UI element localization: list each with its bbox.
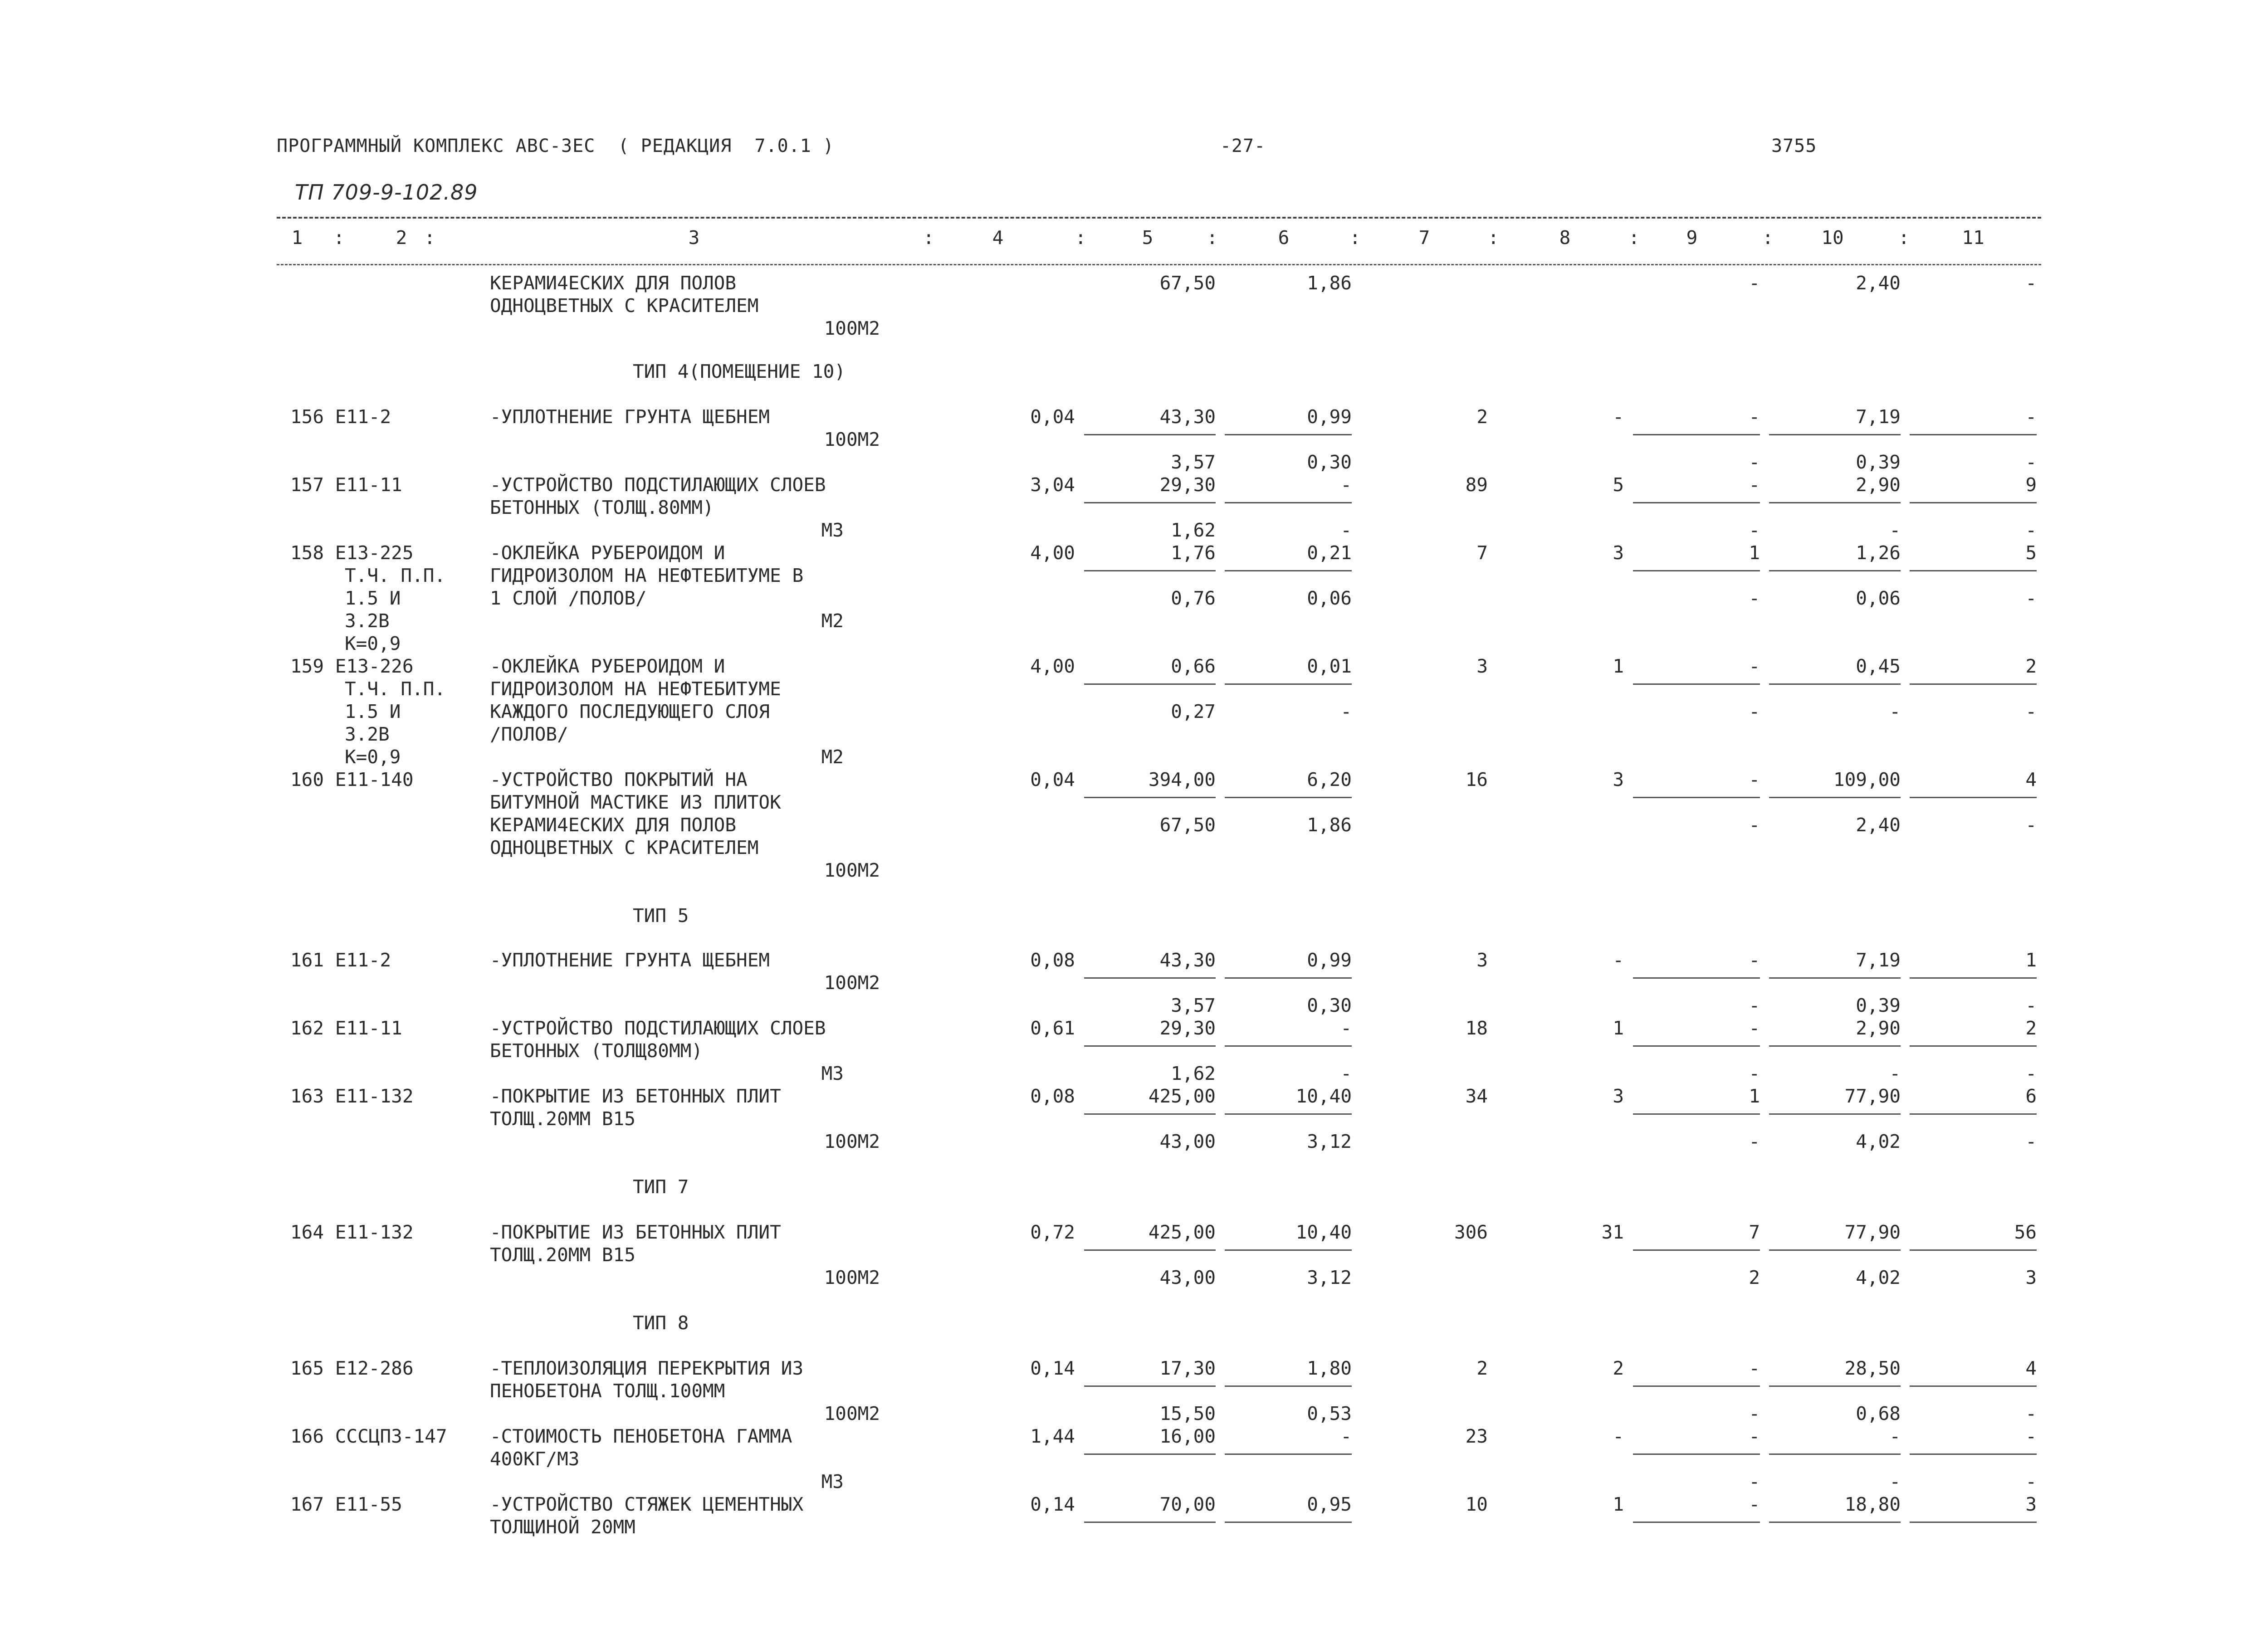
table-cell: 0,99 [1307, 949, 1352, 971]
desc-line: ТОЛЩИНОЙ 20ММ [490, 1516, 635, 1538]
table-cell: 16 [1465, 769, 1488, 790]
table-cell: 31 [1601, 1221, 1624, 1243]
fraction-rule [1225, 502, 1352, 503]
table-cell: 2,40 [1856, 814, 1901, 836]
table-cell: 3 [2025, 1267, 2037, 1288]
table-cell: 2 [2025, 1017, 2037, 1039]
program-title: ПРОГРАММНЫЙ КОМПЛЕКС АВС-3ЕС ( РЕДАКЦИЯ 7.0.1 ) [277, 136, 835, 156]
item-code: 160 Е11-140 [290, 769, 414, 790]
table-cell: - [1749, 1131, 1760, 1152]
item-code: 156 Е11-2 [290, 406, 391, 428]
table-cell: - [1889, 519, 1901, 541]
desc-line: -УСТРОЙСТВО ПОКРЫТИЙ НА [490, 769, 748, 790]
table-cell: 1,62 [1171, 519, 1216, 541]
table-cell: - [1749, 1357, 1760, 1379]
table-cell: - [2025, 995, 2037, 1016]
item-code-note: К=0,9 [345, 633, 401, 654]
table-cell: 306 [1454, 1221, 1488, 1243]
table-cell: 0,14 [1030, 1357, 1075, 1379]
table-cell: 10,40 [1295, 1221, 1352, 1243]
table-cell: - [1749, 655, 1760, 677]
column-separators: : [333, 227, 345, 249]
table-cell: - [1889, 1471, 1901, 1493]
table-cell: 1 [1613, 655, 1624, 677]
document-page: ПРОГРАММНЫЙ КОМПЛЕКС АВС-3ЕС ( РЕДАКЦИЯ 7.0.1 ) -27- 3755 ТП 709-9-102.89 1 2 3 4 5 6 7 8 9 10 11 : : : : : : : : : : КЕРАМИ4ЕСКИХ ДЛЯ ПОЛОВ ОДНОЦВЕТНЫХ С КРАСИТЕЛЕМ 100М2 ТИП 4(ПОМЕЩЕНИЕ 10) -УПЛОТНЕНИЕ ГРУНТА ЩЕБНЕМ 100М2 -УСТРОЙСТВО ПОДСТИЛАЮЩИХ СЛОЕВ БЕТОННЫХ (ТОЛЩ.80ММ) М3 -ОКЛЕЙКА РУБЕРОИДОМ И ГИДРОИЗОЛОМ НА НЕФТЕБИТУМЕ В 1 СЛОЙ /ПОЛОВ/ М2 -ОКЛЕЙКА РУБЕРОИДОМ И ГИДРОИЗОЛОМ НА НЕФТЕБИТУМЕ КАЖДОГО ПОСЛЕДУЮЩЕГО СЛОЯ /ПОЛОВ/ М2 -УСТРОЙСТВО ПОКРЫТИЙ НА БИТУМНОЙ МАСТИКЕ ИЗ ПЛИТОК КЕРАМИ4ЕСКИХ ДЛЯ ПОЛОВ ОДНОЦВЕТНЫХ С КРАСИТЕЛЕМ 100М2 ТИП 5 -УПЛОТНЕНИЕ ГРУНТА ЩЕБНЕМ 100М2 -УСТРОЙСТВО ПОДСТИЛАЮЩИХ СЛОЕВ БЕТОННЫХ (ТОЛЩ80ММ) М3 -ПОКРЫТИЕ ИЗ БЕТОННЫХ ПЛИТ ТОЛЩ.20ММ В15 100М2 ТИП 7 -ПОКРЫТИЕ ИЗ БЕТОННЫХ ПЛИТ ТОЛЩ.20ММ В15 100М2 ТИП 8 -ТЕПЛОИЗОЛЯЦИЯ ПЕРЕКРЫТИЯ ИЗ ПЕНОБЕТОНА ТОЛЩ.100ММ 100М2 -СТОИМОСТЬ ПЕНОБЕТОНА ГАММА 400КГ/М3 М3 -УСТРОЙСТВО СТЯЖЕК ЦЕМЕНТНЫХ ТОЛЩИНОЙ 20ММ 156 Е11-2 157 Е11-11 158 Е13-225 Т.Ч. П.П. 1.5 И 3.2В К=0,9 159 Е13-226 Т.Ч. П.П. 1.5 И 3.2В К=0,9 160 Е11-140 161 Е11-2 162 Е11-11 163 Е11-132 164 Е11-132 165 Е12-286 166 СССЦП3-147 167 Е11-55 67,50 1,86 - 2,40 - 0,04 43,30 0,99 2 - - 7,19 - 3,57 0,30 - 0,39 - 3,04 29,30 - 89 5 - 2,90 9 1,62 - - - - 4,00 1,76 0,21 7 3 1 1,26 5 0,76 0,06 - 0,06 - 4,00 0,66 0,01 3 1 - 0,45 2 0,27 - - - - 0,04 394,00 6,20 16 3 - 109,00 4 67,50 1,86 - 2,40 - 0,08 43,30 0,99 3 - - 7,19 1 3,57 0,30 - 0,39 - 0,61 29,30 - 18 1 - 2,90 2 1,62 - - - - 0,08 425,00 10,40 34 3 1 77,90 6 43,00 3,12 - 4,02 - 0,72 425,00 10,40 306 31 7 77,90 56 43,00 3,12 2 4,02 3 0,14 17,30 1,80 2 2 - 28,50 4 15,50 0,53 - 0,68 - 1,44 16,00 - 23 - - - - - - - 0,14 70,00 0,95 10 1 - 18,80 3 [0, 0, 2268, 1634]
table-cell: - [1749, 1017, 1760, 1039]
unit-label: М3 [821, 1471, 844, 1493]
table-cell: 77,90 [1844, 1221, 1901, 1243]
fraction-rule [1633, 977, 1760, 979]
table-cell: 3 [1476, 655, 1488, 677]
column-header-7: 7 [1418, 227, 1430, 249]
table-cell: 0,08 [1030, 949, 1075, 971]
table-cell: 4,00 [1030, 655, 1075, 677]
table-cell: - [2025, 814, 2037, 836]
table-cell: - [2025, 272, 2037, 294]
table-cell: 1 [1613, 1493, 1624, 1515]
table-cell: - [2025, 1403, 2037, 1424]
fraction-rule [1633, 434, 1760, 435]
table-cell: 2 [2025, 655, 2037, 677]
table-cell: 0,39 [1856, 995, 1901, 1016]
table-cell: - [2025, 1131, 2037, 1152]
table-cell: 43,30 [1159, 949, 1216, 971]
table-cell: 89 [1465, 474, 1488, 496]
table-cell: 3 [1613, 542, 1624, 564]
item-code: 163 Е11-132 [290, 1085, 414, 1107]
table-cell: 0,72 [1030, 1221, 1075, 1243]
table-cell: 0,95 [1307, 1493, 1352, 1515]
desc-line: -УПЛОТНЕНИЕ ГРУНТА ЩЕБНЕМ [490, 406, 770, 428]
table-cell: 10 [1465, 1493, 1488, 1515]
item-code-note: Т.Ч. П.П. [345, 565, 446, 586]
fraction-rule [1910, 570, 2037, 571]
desc-line: ТОЛЩ.20ММ В15 [490, 1244, 635, 1266]
fraction-rule [1225, 977, 1352, 979]
fraction-rule [1910, 797, 2037, 798]
fraction-rule [1633, 570, 1760, 571]
table-cell: - [1340, 1063, 1352, 1084]
table-cell: 3,12 [1307, 1131, 1352, 1152]
table-cell: - [2025, 1471, 2037, 1493]
fraction-rule [1084, 1454, 1216, 1455]
table-cell: 34 [1465, 1085, 1488, 1107]
table-cell: 77,90 [1844, 1085, 1901, 1107]
table-cell: 70,00 [1159, 1493, 1216, 1515]
unit-label: М2 [821, 746, 844, 768]
item-code-note: Т.Ч. П.П. [345, 678, 446, 700]
table-cell: - [1889, 1063, 1901, 1084]
desc-line: 1 СЛОЙ /ПОЛОВ/ [490, 587, 647, 609]
table-cell: 2 [1476, 1357, 1488, 1379]
fraction-rule [1225, 1385, 1352, 1387]
fraction-rule [1769, 502, 1901, 503]
fraction-rule [1769, 1385, 1901, 1387]
desc-line: КЕРАМИ4ЕСКИХ ДЛЯ ПОЛОВ [490, 814, 737, 836]
table-cell: 43,00 [1159, 1131, 1216, 1152]
desc-line: -ТЕПЛОИЗОЛЯЦИЯ ПЕРЕКРЫТИЯ ИЗ [490, 1357, 804, 1379]
fraction-rule [1084, 977, 1216, 979]
section-title: ТИП 8 [633, 1312, 689, 1334]
table-cell: - [1889, 701, 1901, 722]
fraction-rule [1633, 502, 1760, 503]
section-title: ТИП 7 [633, 1176, 689, 1198]
fraction-rule [1225, 1454, 1352, 1455]
table-cell: - [1749, 451, 1760, 473]
table-cell: - [1749, 1493, 1760, 1515]
desc-line: /ПОЛОВ/ [490, 723, 568, 745]
column-header-3: 3 [688, 227, 700, 249]
fraction-rule [1084, 1522, 1216, 1523]
table-cell: 29,30 [1159, 474, 1216, 496]
unit-label: 100М2 [824, 317, 880, 339]
table-cell: 23 [1465, 1425, 1488, 1447]
table-cell: 0,27 [1171, 701, 1216, 722]
table-cell: 7 [1476, 542, 1488, 564]
fraction-rule [1084, 1113, 1216, 1115]
table-cell: - [1613, 406, 1624, 428]
table-cell: 16,00 [1159, 1425, 1216, 1447]
table-cell: 1 [1749, 1085, 1760, 1107]
fraction-rule [1633, 797, 1760, 798]
document-number: 3755 [1771, 136, 1817, 156]
page-number: -27- [1220, 136, 1266, 156]
table-cell: 0,21 [1307, 542, 1352, 564]
table-cell: - [1749, 272, 1760, 294]
fraction-rule [1769, 683, 1901, 685]
table-cell: 4 [2025, 769, 2037, 790]
table-cell: - [1749, 406, 1760, 428]
table-cell: 10,40 [1295, 1085, 1352, 1107]
fraction-rule [1225, 797, 1352, 798]
item-code-note: К=0,9 [345, 746, 401, 768]
fraction-rule [1769, 1113, 1901, 1115]
item-code-note: 3.2В [345, 610, 390, 632]
table-cell: - [2025, 701, 2037, 722]
item-code: 158 Е13-225 [290, 542, 414, 564]
fraction-rule [1084, 1249, 1216, 1251]
fraction-rule [1769, 797, 1901, 798]
item-code-note: 1.5 И [345, 701, 401, 722]
table-cell: - [1749, 1403, 1760, 1424]
table-cell: 1,76 [1171, 542, 1216, 564]
fraction-rule [1910, 1385, 2037, 1387]
unit-label: М2 [821, 610, 844, 632]
table-cell: - [1749, 701, 1760, 722]
desc-line: -УСТРОЙСТВО ПОДСТИЛАЮЩИХ СЛОЕВ [490, 474, 826, 496]
unit-label: 100М2 [824, 1131, 880, 1152]
table-cell: 1,86 [1307, 814, 1352, 836]
table-cell: - [1340, 474, 1352, 496]
table-cell: - [2025, 1063, 2037, 1084]
fraction-rule [1769, 1249, 1901, 1251]
table-cell: 0,01 [1307, 655, 1352, 677]
header-rule-top [277, 217, 2041, 219]
fraction-rule [1910, 434, 2037, 435]
table-cell: 7,19 [1856, 949, 1901, 971]
table-cell: 0,04 [1030, 769, 1075, 790]
table-cell: 2,90 [1856, 1017, 1901, 1039]
table-cell: 0,76 [1171, 587, 1216, 609]
desc-line: ОДНОЦВЕТНЫХ С КРАСИТЕЛЕМ [490, 837, 759, 858]
table-cell: 1 [1749, 542, 1760, 564]
table-cell: 0,68 [1856, 1403, 1901, 1424]
desc-line: -ПОКРЫТИЕ ИЗ БЕТОННЫХ ПЛИТ [490, 1085, 781, 1107]
desc-line: 400КГ/М3 [490, 1448, 580, 1470]
unit-label: М3 [821, 1063, 844, 1084]
table-cell: - [1340, 701, 1352, 722]
table-cell: - [1889, 1425, 1901, 1447]
table-cell: 425,00 [1148, 1085, 1216, 1107]
table-cell: 1,26 [1856, 542, 1901, 564]
section-title: ТИП 4(ПОМЕЩЕНИЕ 10) [633, 361, 846, 382]
desc-line: -ОКЛЕЙКА РУБЕРОИДОМ И [490, 542, 725, 564]
table-cell: 3 [1476, 949, 1488, 971]
column-header-8: 8 [1559, 227, 1571, 249]
item-code: 166 СССЦП3-147 [290, 1425, 447, 1447]
fraction-rule [1633, 1113, 1760, 1115]
table-cell: 0,08 [1030, 1085, 1075, 1107]
desc-line: ПЕНОБЕТОНА ТОЛЩ.100ММ [490, 1380, 725, 1402]
table-cell: - [1340, 1017, 1352, 1039]
table-cell: - [1749, 1063, 1760, 1084]
table-cell: - [2025, 1425, 2037, 1447]
item-code: 157 Е11-11 [290, 474, 402, 496]
fraction-rule [1910, 1454, 2037, 1455]
fraction-rule [1084, 683, 1216, 685]
table-cell: 0,06 [1307, 587, 1352, 609]
table-cell: 9 [2025, 474, 2037, 496]
table-cell: 3,57 [1171, 995, 1216, 1016]
table-cell: 4,00 [1030, 542, 1075, 564]
fraction-rule [1910, 683, 2037, 685]
fraction-rule [1769, 1045, 1901, 1047]
fraction-rule [1084, 502, 1216, 503]
section-title: ТИП 5 [633, 905, 689, 927]
table-cell: 18 [1465, 1017, 1488, 1039]
table-cell: 3,04 [1030, 474, 1075, 496]
fraction-rule [1910, 977, 2037, 979]
table-cell: - [1613, 1425, 1624, 1447]
table-cell: 2 [1749, 1267, 1760, 1288]
item-code-note: 3.2В [345, 723, 390, 745]
column-header-6: 6 [1278, 227, 1290, 249]
table-cell: 3,12 [1307, 1267, 1352, 1288]
table-cell: 0,39 [1856, 451, 1901, 473]
table-cell: - [1749, 474, 1760, 496]
column-header-4: 4 [992, 227, 1004, 249]
fraction-rule [1910, 1045, 2037, 1047]
fraction-rule [1769, 1522, 1901, 1523]
table-cell: 67,50 [1159, 814, 1216, 836]
table-cell: 0,61 [1030, 1017, 1075, 1039]
desc-line: -УПЛОТНЕНИЕ ГРУНТА ЩЕБНЕМ [490, 949, 770, 971]
fraction-rule [1633, 1249, 1760, 1251]
table-cell: - [1749, 519, 1760, 541]
column-header-2: 2 [396, 227, 407, 249]
fraction-rule [1769, 1454, 1901, 1455]
desc-line: КЕРАМИ4ЕСКИХ ДЛЯ ПОЛОВ [490, 272, 737, 294]
table-cell: 56 [2014, 1221, 2037, 1243]
desc-line: ТОЛЩ.20ММ В15 [490, 1108, 635, 1130]
table-cell: - [2025, 406, 2037, 428]
table-cell: 6 [2025, 1085, 2037, 1107]
fraction-rule [1633, 1522, 1760, 1523]
table-cell: - [1340, 1425, 1352, 1447]
table-cell: 0,06 [1856, 587, 1901, 609]
column-header-10: 10 [1821, 227, 1844, 249]
item-code: 164 Е11-132 [290, 1221, 414, 1243]
header-rule-bottom [277, 264, 2041, 265]
table-cell: 2,40 [1856, 272, 1901, 294]
fraction-rule [1225, 1522, 1352, 1523]
table-cell: 1 [1613, 1017, 1624, 1039]
table-cell: 28,50 [1844, 1357, 1901, 1379]
unit-label: 100М2 [824, 972, 880, 994]
table-cell: 5 [2025, 542, 2037, 564]
item-code: 159 Е13-226 [290, 655, 414, 677]
desc-line: БЕТОННЫХ (ТОЛЩ.80ММ) [490, 497, 714, 518]
table-cell: 1,86 [1307, 272, 1352, 294]
desc-line: ГИДРОИЗОЛОМ НА НЕФТЕБИТУМЕ [490, 678, 781, 700]
fraction-rule [1910, 1113, 2037, 1115]
table-cell: - [1749, 1425, 1760, 1447]
table-cell: 5 [1613, 474, 1624, 496]
table-cell: - [1340, 519, 1352, 541]
project-code: ТП 709-9-102.89 [295, 180, 478, 205]
table-cell: 2 [1476, 406, 1488, 428]
desc-line: КАЖДОГО ПОСЛЕДУЮЩЕГО СЛОЯ [490, 701, 770, 722]
desc-line: ГИДРОИЗОЛОМ НА НЕФТЕБИТУМЕ В [490, 565, 804, 586]
table-cell: 109,00 [1833, 769, 1901, 790]
fraction-rule [1769, 434, 1901, 435]
table-cell: - [1749, 949, 1760, 971]
item-code: 167 Е11-55 [290, 1493, 402, 1515]
fraction-rule [1633, 683, 1760, 685]
table-cell: - [1749, 587, 1760, 609]
fraction-rule [1633, 1454, 1760, 1455]
unit-label: 100М2 [824, 859, 880, 881]
desc-line: -СТОИМОСТЬ ПЕНОБЕТОНА ГАММА [490, 1425, 792, 1447]
table-cell: 1,80 [1307, 1357, 1352, 1379]
unit-label: 100М2 [824, 1403, 880, 1424]
table-cell: 18,80 [1844, 1493, 1901, 1515]
desc-line: -ПОКРЫТИЕ ИЗ БЕТОННЫХ ПЛИТ [490, 1221, 781, 1243]
fraction-rule [1084, 434, 1216, 435]
fraction-rule [1910, 1522, 2037, 1523]
table-cell: - [2025, 451, 2037, 473]
table-cell: 0,66 [1171, 655, 1216, 677]
table-cell: 17,30 [1159, 1357, 1216, 1379]
table-cell: 1 [2025, 949, 2037, 971]
fraction-rule [1084, 1385, 1216, 1387]
table-cell: 4,02 [1856, 1267, 1901, 1288]
table-cell: 0,30 [1307, 451, 1352, 473]
fraction-rule [1084, 570, 1216, 571]
fraction-rule [1910, 502, 2037, 503]
fraction-rule [1225, 434, 1352, 435]
table-cell: 0,99 [1307, 406, 1352, 428]
table-cell: 43,00 [1159, 1267, 1216, 1288]
item-code: 162 Е11-11 [290, 1017, 402, 1039]
table-cell: 0,14 [1030, 1493, 1075, 1515]
desc-line: БЕТОННЫХ (ТОЛЩ80ММ) [490, 1040, 703, 1062]
table-cell: 1,44 [1030, 1425, 1075, 1447]
item-code: 161 Е11-2 [290, 949, 391, 971]
desc-line: БИТУМНОЙ МАСТИКЕ ИЗ ПЛИТОК [490, 791, 781, 813]
unit-label: 100М2 [824, 429, 880, 450]
table-cell: 425,00 [1148, 1221, 1216, 1243]
desc-line: -ОКЛЕЙКА РУБЕРОИДОМ И [490, 655, 725, 677]
table-cell: 4 [2025, 1357, 2037, 1379]
column-header-5: 5 [1142, 227, 1154, 249]
table-cell: 67,50 [1159, 272, 1216, 294]
fraction-rule [1225, 1045, 1352, 1047]
desc-line: -УСТРОЙСТВО ПОДСТИЛАЮЩИХ СЛОЕВ [490, 1017, 826, 1039]
fraction-rule [1910, 1249, 2037, 1251]
fraction-rule [1225, 570, 1352, 571]
table-cell: - [1749, 1471, 1760, 1493]
fraction-rule [1769, 570, 1901, 571]
table-cell: 15,50 [1159, 1403, 1216, 1424]
fraction-rule [1225, 683, 1352, 685]
table-cell: 0,04 [1030, 406, 1075, 428]
table-cell: - [1749, 814, 1760, 836]
column-header-1: 1 [291, 227, 303, 249]
table-cell: 4,02 [1856, 1131, 1901, 1152]
fraction-rule [1084, 1045, 1216, 1047]
item-code: 165 Е12-286 [290, 1357, 414, 1379]
table-cell: 7,19 [1856, 406, 1901, 428]
item-code-note: 1.5 И [345, 587, 401, 609]
table-cell: 3 [1613, 769, 1624, 790]
desc-line: -УСТРОЙСТВО СТЯЖЕК ЦЕМЕНТНЫХ [490, 1493, 804, 1515]
table-cell: 0,30 [1307, 995, 1352, 1016]
table-cell: - [1613, 949, 1624, 971]
table-cell: 7 [1749, 1221, 1760, 1243]
column-header-9: 9 [1686, 227, 1698, 249]
desc-line: ОДНОЦВЕТНЫХ С КРАСИТЕЛЕМ [490, 295, 759, 317]
table-cell: - [1749, 995, 1760, 1016]
table-cell: 29,30 [1159, 1017, 1216, 1039]
fraction-rule [1225, 1113, 1352, 1115]
table-cell: - [2025, 587, 2037, 609]
unit-label: М3 [821, 519, 844, 541]
table-cell: 2,90 [1856, 474, 1901, 496]
table-cell: 3 [1613, 1085, 1624, 1107]
fraction-rule [1633, 1385, 1760, 1387]
fraction-rule [1084, 797, 1216, 798]
table-cell: 3,57 [1171, 451, 1216, 473]
table-cell: 0,45 [1856, 655, 1901, 677]
table-cell: 1,62 [1171, 1063, 1216, 1084]
table-cell: 6,20 [1307, 769, 1352, 790]
table-cell: - [2025, 519, 2037, 541]
table-cell: - [1749, 769, 1760, 790]
table-cell: 394,00 [1148, 769, 1216, 790]
unit-label: 100М2 [824, 1267, 880, 1288]
fraction-rule [1769, 977, 1901, 979]
column-header-11: 11 [1962, 227, 1984, 249]
table-cell: 3 [2025, 1493, 2037, 1515]
table-cell: 0,53 [1307, 1403, 1352, 1424]
table-cell: 43,30 [1159, 406, 1216, 428]
table-cell: 2 [1613, 1357, 1624, 1379]
fraction-rule [1633, 1045, 1760, 1047]
fraction-rule [1225, 1249, 1352, 1251]
